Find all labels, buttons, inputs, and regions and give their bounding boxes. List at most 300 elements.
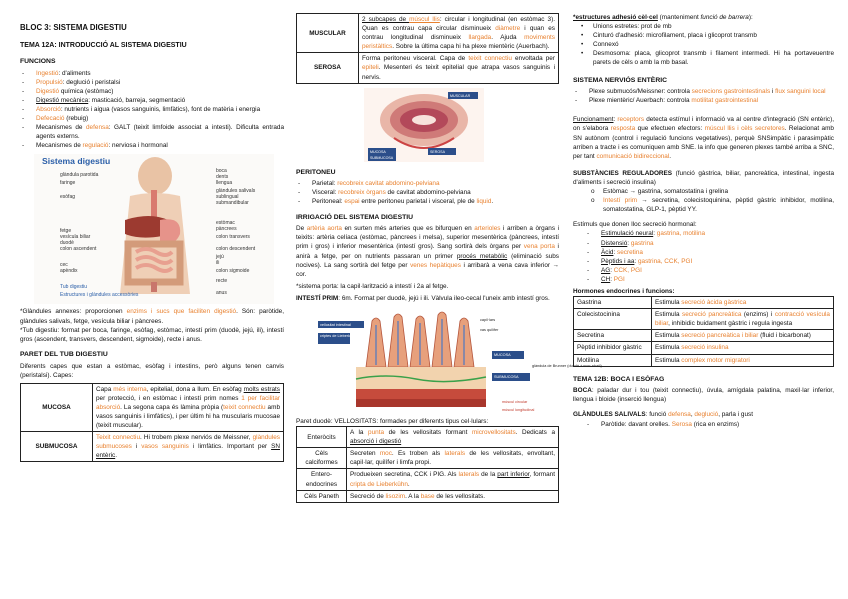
text-run: lisozim bbox=[385, 492, 406, 500]
text-run: , formant bbox=[529, 471, 556, 479]
text-run: Produeixen secretina, CCK i PIG. Als bbox=[350, 471, 459, 479]
diagram-label: apèndix bbox=[60, 268, 78, 275]
stimulus-heading: Estímuls que donen lloc secreció hormonal: bbox=[573, 221, 697, 229]
text-run: : bbox=[610, 266, 614, 274]
junctions-intro-function: funció de barrera bbox=[700, 14, 749, 21]
functions-heading: FUNCIONS bbox=[20, 58, 56, 65]
term: Digestió mecànica bbox=[36, 96, 89, 104]
text-run: SN entèric bbox=[96, 443, 280, 460]
definition: : masticació, barreja, segmentació bbox=[88, 96, 186, 104]
text-run: Capa bbox=[96, 385, 114, 393]
text-run: Paròtide: davant orelles. bbox=[601, 420, 672, 428]
serosa-label: SEROSA bbox=[297, 53, 359, 83]
digestive-system-figure bbox=[20, 154, 284, 304]
text-run: receptors bbox=[617, 116, 645, 124]
list-item bbox=[20, 69, 284, 78]
list-item bbox=[296, 179, 559, 188]
diagram-label: colon descendent bbox=[216, 246, 256, 253]
hormone-name: Gastrina bbox=[574, 297, 652, 309]
cell-description bbox=[347, 427, 559, 448]
text-run: . bbox=[407, 480, 410, 488]
irrigation-heading: IRRIGACIÓ DEL SISTEMA DIGESTIU bbox=[296, 213, 414, 221]
text-run: Estimula bbox=[655, 311, 683, 319]
diagram-label: múscul circular bbox=[502, 399, 528, 404]
diagram-label: estòmac bbox=[216, 220, 235, 227]
regulators-heading: SUBSTÀNCIES REGULADORES bbox=[573, 169, 673, 177]
cell-description bbox=[347, 490, 559, 502]
text-run: , bbox=[690, 411, 695, 419]
text-run: i arribarà a vena cava inferior → cor. bbox=[296, 261, 559, 278]
text-run: i bbox=[131, 443, 142, 451]
text-run: , epitelial, dona a llum. En esòfag bbox=[146, 385, 244, 393]
mucosa-description bbox=[93, 383, 284, 431]
text-run: de les vellositats. bbox=[434, 492, 486, 500]
wall-layers-diagram bbox=[364, 88, 484, 162]
text-run: BOCA bbox=[573, 387, 592, 395]
notes bbox=[20, 307, 284, 343]
hormone-function bbox=[652, 297, 834, 309]
diagram-label: Tub digestiu bbox=[60, 284, 88, 291]
text-run: : bbox=[613, 116, 618, 124]
text-run: microvellositats bbox=[471, 429, 516, 437]
list-item: • Desmosoma: placa, glicoprot transmb i filament intermedi. Hi ha portaveuentre parets de cèls o amb la mb basal. bbox=[573, 49, 834, 67]
table-row bbox=[574, 330, 834, 342]
text-run: : nerviosa i hormonal bbox=[108, 142, 168, 150]
text-run: contracció vesícula biliar bbox=[655, 311, 830, 328]
text-run: , parla i gust bbox=[718, 411, 753, 419]
diagram-label: ili bbox=[216, 260, 220, 267]
diagram-label: colon ascendent bbox=[60, 246, 97, 253]
villi-intro: Paret duodè: VELLOSITATS: formades per diferents tipus cel·lulars: bbox=[296, 417, 489, 425]
text-run: flux sanguini local bbox=[775, 88, 826, 96]
mouth-text bbox=[573, 386, 834, 404]
term: Absorció bbox=[36, 106, 61, 114]
text-run: Distensió bbox=[601, 239, 628, 247]
text-run: → secretina, colecistoquinina, pèptid gàstric inhibidor, motilina, somatostatina, GLP-1, pèptid YY. bbox=[603, 197, 834, 214]
text-run: moviments peristàltics bbox=[362, 34, 555, 51]
text-run: Mecanismes de bbox=[36, 142, 83, 150]
text-run: que efectuen efectors: bbox=[635, 125, 705, 133]
table-row bbox=[574, 297, 834, 309]
function-text bbox=[573, 115, 834, 160]
villi-table bbox=[296, 426, 559, 503]
text-run: Mecanismes de bbox=[36, 124, 86, 132]
hormones-table bbox=[573, 296, 834, 367]
topic-title: TEMA 12A: INTRODUCCIÓ AL SISTEMA DIGESTIU bbox=[20, 42, 187, 50]
text-run: Estimula bbox=[655, 299, 682, 307]
list-item bbox=[20, 114, 284, 123]
text-run: epiteli bbox=[362, 64, 379, 72]
term: Propulsió bbox=[36, 78, 63, 86]
table-row bbox=[21, 432, 284, 462]
text-run: secreció pancreàtica bbox=[682, 311, 742, 319]
text-run: Intestí prim bbox=[603, 197, 638, 205]
regulators-list bbox=[573, 187, 834, 214]
list-item bbox=[20, 87, 284, 96]
hormone-name: Colecistocinina bbox=[574, 309, 652, 330]
text-run: Parietal: bbox=[312, 180, 338, 188]
junctions-intro-label: *estructures adhesió cèl·cel bbox=[573, 14, 658, 21]
text-run: : bbox=[613, 248, 617, 256]
cell-type: Cèls calciformes bbox=[297, 448, 347, 469]
text-run: amb vasos sanguinis i limfàtics), i per últim hi ha muscularis mucosae (teixit muscular). bbox=[96, 403, 280, 430]
text-run: vena porta bbox=[523, 243, 555, 251]
diagram-label: MUCOSA bbox=[370, 149, 386, 154]
text-run: : bbox=[610, 275, 614, 283]
text-run: part inferior bbox=[497, 471, 530, 479]
cell-type: Cèls Paneth bbox=[297, 490, 347, 502]
text-run: enzims i sucs que faciliten digestió bbox=[126, 308, 237, 316]
cell-description bbox=[347, 469, 559, 490]
peritoneu-list bbox=[296, 179, 559, 206]
text-run: Teixit connectiu bbox=[96, 434, 140, 442]
list-item bbox=[20, 96, 284, 105]
text-run: diàmetre bbox=[495, 25, 521, 33]
text-run: secrecions gastrointestinals bbox=[691, 88, 771, 96]
text-run: 1 per facilitar absorció bbox=[96, 394, 280, 411]
hormones-heading: Hormones endocrines i funcions: bbox=[573, 287, 675, 295]
table-row bbox=[574, 354, 834, 366]
list-item bbox=[20, 105, 284, 114]
wall-layers-figure bbox=[364, 88, 559, 162]
text-run: de les vellositats, envoltant, capil·lar, quilífer i limfa propi. bbox=[350, 450, 555, 467]
text-run: glàndules submucoses bbox=[96, 434, 280, 451]
text-run: regulació bbox=[82, 142, 109, 150]
text-run: (rica en enzims) bbox=[691, 420, 740, 428]
text-run: resposta bbox=[610, 125, 636, 133]
text-run: A la bbox=[350, 429, 369, 437]
cell-type: Entero-endocrines bbox=[297, 469, 347, 490]
text-run: Peritoneal: bbox=[312, 198, 345, 206]
mouth-heading: TEMA 12B: BOCA I ESÒFAG bbox=[573, 375, 665, 383]
diagram-label: faringe bbox=[60, 180, 76, 187]
table-row bbox=[297, 427, 559, 448]
table-row bbox=[21, 383, 284, 431]
text-run: : bbox=[634, 257, 638, 265]
text-run: : 6m. Format per duodè, jejú i ili. Vàlvula ileo-cecal l'uneix amb intestí gros. bbox=[338, 294, 550, 302]
list-item bbox=[585, 229, 834, 238]
diagram-label: dents bbox=[216, 174, 229, 181]
text-run: Plexe submucós/Meissner: controla bbox=[589, 88, 692, 96]
table-row bbox=[297, 448, 559, 469]
text-run: llargada bbox=[468, 34, 492, 42]
list-item bbox=[20, 123, 284, 141]
text-run: INTESTÍ PRIM bbox=[296, 294, 339, 302]
text-run: Estimula bbox=[655, 344, 682, 352]
diagram-label: duodè bbox=[60, 240, 74, 247]
text-run: Estimula bbox=[655, 356, 682, 364]
list-item: • Cinturó d'adhesió: microfilament, placa i glicoprot transmb bbox=[573, 31, 834, 40]
table-row bbox=[297, 53, 559, 83]
diagram-label: vellositat intestinal bbox=[320, 322, 351, 327]
regulators-note: (funció gàstrica, biliar, pancreàtica, intestinal, ingesta d'aliments i secreció insulina) bbox=[573, 169, 834, 186]
nervous-heading: SISTEMA NERVIÓS ENTÈRIC bbox=[573, 76, 668, 84]
text-run: Funcionament bbox=[573, 116, 614, 124]
muscular-description bbox=[359, 14, 559, 53]
text-run: i arriben a òrgans i teixits: artèria celíaca (estòmac, pàncrees i melsa), superior mesentèrica (pàncrees, intestí prim i gros) i inferior mesentèrica (intestí gros). Sang sortirà dels òrgans per bbox=[296, 225, 559, 251]
note bbox=[20, 307, 284, 325]
text-run: laterals bbox=[458, 471, 480, 479]
diagram-label: vesícula biliar bbox=[60, 234, 91, 241]
text-run: múscul llis bbox=[409, 16, 440, 23]
text-run: secretina bbox=[617, 248, 643, 256]
text-run: : circular i longitudinal (en estòmac 3). Quan es contrau capa circular disminueix bbox=[362, 16, 555, 33]
text-run: Àcid bbox=[601, 248, 614, 256]
hormone-function bbox=[652, 354, 834, 366]
text-run: : bbox=[627, 239, 631, 247]
text-run: secreció insulina bbox=[681, 344, 729, 352]
text-run: . Mesenteri és teixit epitelial que atrapa vasos sanguinis i nervis. bbox=[362, 64, 555, 81]
diagram-label: cec bbox=[60, 262, 68, 269]
junctions-list bbox=[573, 22, 834, 67]
text-run: recobreix cavitat abdomino-pelviana bbox=[337, 180, 440, 188]
nervous-list bbox=[573, 87, 834, 105]
list-item bbox=[20, 141, 284, 150]
list-item bbox=[296, 188, 559, 197]
text-run: (fluid i bicarbonat) bbox=[758, 332, 811, 340]
text-run: teixit connectiu bbox=[468, 55, 512, 63]
text-run: gastrina, CCK, PGI bbox=[637, 257, 693, 265]
text-run: múscul llis i cèls secretores bbox=[704, 125, 785, 133]
text-run: : funció bbox=[645, 411, 669, 419]
intestine-text bbox=[296, 294, 559, 303]
text-run: Secreció de bbox=[350, 492, 386, 500]
diagram-label: boca bbox=[216, 168, 227, 175]
text-run: vasos sanguinis bbox=[141, 443, 189, 451]
hormone-name: Motilina bbox=[574, 354, 652, 366]
text-run: secreció àcida gàstrica bbox=[681, 299, 747, 307]
diagram-label: SUBMUCOSA bbox=[494, 374, 519, 379]
serosa-description bbox=[359, 53, 559, 83]
junctions-intro-end: ): bbox=[748, 14, 753, 21]
list-item bbox=[573, 196, 834, 214]
porta-note: *sistema porta: la capil·larització a intestí i 2a al fetge. bbox=[296, 282, 449, 290]
text-run: de cavitat abdomino-pelviana bbox=[385, 189, 471, 197]
text-run: Pèptids i aa bbox=[601, 257, 635, 265]
diagram-label: colon transvers bbox=[216, 234, 250, 241]
text-run: i limfàtics. Important per bbox=[188, 443, 272, 451]
text-run: teixit connectiu bbox=[223, 403, 266, 411]
text-run: defensa bbox=[86, 124, 109, 132]
page-title: BLOC 3: SISTEMA DIGESTIU bbox=[20, 23, 127, 32]
text-run: molts estrats bbox=[243, 385, 281, 393]
list-item bbox=[585, 257, 834, 266]
diagram-label: múscul longitudinal bbox=[502, 407, 535, 412]
text-run: . Són: paròtide, glàndules salivals, fetge, vesícula biliar i pàncrees. bbox=[20, 308, 284, 325]
salivary-text bbox=[573, 410, 834, 419]
text-run: . Es troben als bbox=[391, 450, 445, 458]
text-run: Estimula bbox=[655, 332, 682, 340]
text-run: : GALT (teixit limfoide associat a intesti). Dificulta entrada agents externs. bbox=[36, 124, 284, 141]
text-run: artèria aorta bbox=[306, 225, 342, 233]
text-run: CCK, PGI bbox=[613, 266, 642, 274]
salivary-list bbox=[573, 420, 834, 429]
list-item bbox=[585, 239, 834, 248]
wall-intro: Diferents capes que estan a estòmac, esòfag i intestins, però alguns tenen canvis (peristalsi). Capes: bbox=[20, 362, 284, 379]
text-run: , inhibidic buidament gàstric i regula ingesta bbox=[668, 320, 793, 328]
regulators-intro bbox=[573, 169, 834, 187]
text-run: espai bbox=[344, 198, 360, 206]
text-run: deglució bbox=[694, 411, 719, 419]
list-item bbox=[20, 78, 284, 87]
diagram-label: SUBMUCOSA bbox=[370, 155, 394, 160]
wall-heading: PARET DEL TUB DIGESTIU bbox=[20, 350, 108, 358]
text-run: 2 subcapes de bbox=[362, 16, 410, 23]
diagram-label: vas quilífer bbox=[480, 327, 499, 332]
text-run: entre peritoneu parietal i visceral, ple de bbox=[359, 198, 477, 206]
list-item bbox=[585, 275, 834, 284]
text-run: secreció pancreàtica i biliar bbox=[681, 332, 759, 340]
text-run: de la bbox=[479, 471, 498, 479]
text-run: laterals bbox=[444, 450, 466, 458]
text-run: PGI bbox=[613, 275, 625, 283]
text-run: i quan es contrau longitudinal disminueix bbox=[362, 25, 555, 42]
junctions-intro-note: (manteniment bbox=[657, 14, 701, 21]
functions-list bbox=[20, 69, 284, 151]
text-run: Secreten bbox=[350, 450, 380, 458]
diagram-label: capil·lars bbox=[480, 317, 496, 322]
text-run: punta bbox=[368, 429, 385, 437]
peritoneu-heading: PERITONEU bbox=[296, 168, 336, 176]
mucosa-label: MUCOSA bbox=[21, 383, 93, 431]
term: Ingestió bbox=[36, 69, 59, 77]
text-run: base bbox=[420, 492, 435, 500]
diagram-label: fetge bbox=[60, 228, 72, 235]
table-row bbox=[297, 14, 559, 53]
text-run: Serosa bbox=[671, 420, 692, 428]
text-run: recobreix òrgans bbox=[338, 189, 386, 197]
list-item bbox=[573, 87, 834, 96]
hormone-function bbox=[652, 330, 834, 342]
muscular-label: MUSCULAR bbox=[297, 14, 359, 53]
text-run: absorció i digestió bbox=[350, 438, 402, 446]
text-run: i bbox=[770, 88, 776, 96]
list-item bbox=[573, 187, 834, 196]
text-run: liquid bbox=[476, 198, 492, 206]
text-run: . Dedicats a bbox=[515, 429, 555, 437]
list-item bbox=[585, 248, 834, 257]
text-run: Visceral: bbox=[312, 189, 339, 197]
text-run: . La segona capa és làmina pròpia ( bbox=[120, 403, 224, 411]
hormone-function bbox=[652, 309, 834, 330]
text-run: *Tub digestiu: format per boca, faringe, esòfag, estòmac, intestí prim (duodè, jejú, ili), intestí gros (ascendent, transvers, descendent, sigmoide), recte i anus. bbox=[20, 326, 284, 343]
text-run: GLÀNDULES SALIVALS bbox=[573, 411, 646, 419]
diagram-label: llengua bbox=[216, 180, 233, 187]
hormone-name: Pèptid inhibidor gàstric bbox=[574, 342, 652, 354]
text-run: i anirà a fetge, per on nutrients passaran un primer bbox=[296, 243, 559, 260]
diagram-label: MUSCULAR bbox=[450, 93, 471, 98]
note bbox=[20, 326, 284, 344]
table-row bbox=[574, 342, 834, 354]
text-run: . Sobre la última capa hi ha plexe mientèric (Auerbach). bbox=[392, 43, 550, 51]
junctions-intro bbox=[573, 13, 834, 22]
text-run: arterioles bbox=[474, 225, 501, 233]
text-run: (enzims) i bbox=[741, 311, 775, 319]
text-run: : paladar dur i tou (teixit connectiu), úvula, amígdala palatina, maxil·lar inferior, llengua i bloide (inserció llengua) bbox=[573, 387, 834, 404]
diagram-label: criptes de Lieberkühn bbox=[320, 333, 357, 338]
diagram-label: SEROSA bbox=[430, 149, 445, 154]
list-item bbox=[585, 266, 834, 275]
text-run: De bbox=[296, 225, 307, 233]
diagram-label: submandibular bbox=[216, 200, 249, 207]
figure-title: Sistema digestiu bbox=[42, 156, 111, 167]
definition: química (estòmac) bbox=[59, 87, 114, 95]
text-run: Forma peritoneu visceral. Capa de bbox=[362, 55, 469, 63]
text-run: . bbox=[491, 198, 494, 206]
submucosa-description bbox=[93, 432, 284, 462]
digestive-system-diagram bbox=[20, 154, 282, 304]
list-item bbox=[296, 197, 559, 206]
wall-layers-table bbox=[20, 383, 284, 463]
list-item bbox=[585, 420, 834, 429]
text-run: procés metabòlic bbox=[456, 252, 508, 260]
text-run: cripta de Lieberkühn bbox=[350, 480, 408, 488]
text-run: gastrina, motilina bbox=[656, 230, 706, 238]
diagram-label: glàndules salivals bbox=[216, 188, 256, 195]
diagram-label: sublingual bbox=[216, 194, 239, 201]
text-run: (eliminació subs nocives). La sang sortirà del fetge per bbox=[296, 252, 559, 269]
hormone-name: Secretina bbox=[574, 330, 652, 342]
text-run: Plexe mientèric/ Auerbach: controla bbox=[589, 97, 692, 105]
text-run: detecta estímul i informació va al centre d'integració (SN entèric), on s'elabora bbox=[573, 116, 834, 133]
text-run: motilitat gastrointestinal bbox=[691, 97, 759, 105]
text-run: envoltada per bbox=[511, 55, 555, 63]
text-run: de les vellositats formant bbox=[384, 429, 472, 437]
definition: : nutrients i aigua (vasos sanguinis, limfàtics), font de matèria i energia bbox=[60, 106, 261, 114]
term: Defecació bbox=[36, 115, 65, 123]
text-run: . bbox=[115, 452, 117, 460]
text-run: : bbox=[653, 230, 657, 238]
definition: : deglució i peristalsi bbox=[62, 78, 121, 86]
diagram-label: glàndula de Brunner (duodè + moc alcalí) bbox=[532, 363, 602, 368]
text-run: . Relacionat amb SN autònom (control i regulació funcions vegetatives), perquè SNSimpàtic i parasimpàtic arriben a tracte i es comuniquen amb SNE. la info que generen plexes també arriba a SNC, per tant bbox=[573, 125, 834, 160]
wall-layers-table-continued bbox=[296, 13, 559, 84]
list-item bbox=[573, 96, 834, 105]
text-run: més interna bbox=[113, 385, 147, 393]
text-run: . Hi trobem plexe nerviós de Meissner, bbox=[140, 434, 253, 442]
text-run: Estòmac → gastrina, somatostatina i grelina bbox=[603, 188, 729, 196]
column-1 bbox=[0, 0, 290, 599]
text-run: . A la bbox=[405, 492, 421, 500]
diagram-label: pàncrees bbox=[216, 226, 237, 233]
diagram-label: esòfag bbox=[60, 194, 76, 201]
text-run: en surten més arteries que es bifurquen en bbox=[341, 225, 475, 233]
text-run: moc bbox=[379, 450, 392, 458]
diagram-label: recte bbox=[216, 278, 228, 285]
diagram-label: Estructures i glàndules accessòries bbox=[60, 292, 139, 299]
diagram-label: MUCOSA bbox=[494, 352, 511, 357]
text-run: . bbox=[669, 152, 672, 160]
stimuli-list bbox=[573, 229, 834, 284]
diagram-label: colon sigmoide bbox=[216, 268, 250, 275]
table-row bbox=[297, 469, 559, 490]
submucosa-label: SUBMUCOSA bbox=[21, 432, 93, 462]
hormone-function bbox=[652, 342, 834, 354]
cell-type: Enteròcits bbox=[297, 427, 347, 448]
text-run: complex motor migratori bbox=[681, 356, 750, 364]
text-run: *Glàndules annexes: proporcionen bbox=[20, 308, 127, 316]
list-item: • Connexó bbox=[573, 40, 834, 49]
diagram-label: anus bbox=[216, 290, 227, 297]
text-run: AG bbox=[601, 266, 611, 274]
text-run: . Ajuda bbox=[491, 34, 525, 42]
text-run: per protecció, i en estòmac i intestí prim nomes bbox=[96, 394, 242, 402]
cell-description bbox=[347, 448, 559, 469]
definition: : d'aliments bbox=[58, 69, 91, 77]
diagram-label: glàndula parotida bbox=[60, 172, 99, 179]
term: Digestió bbox=[36, 87, 60, 95]
text-run: comunicació bidireccional bbox=[596, 152, 670, 160]
